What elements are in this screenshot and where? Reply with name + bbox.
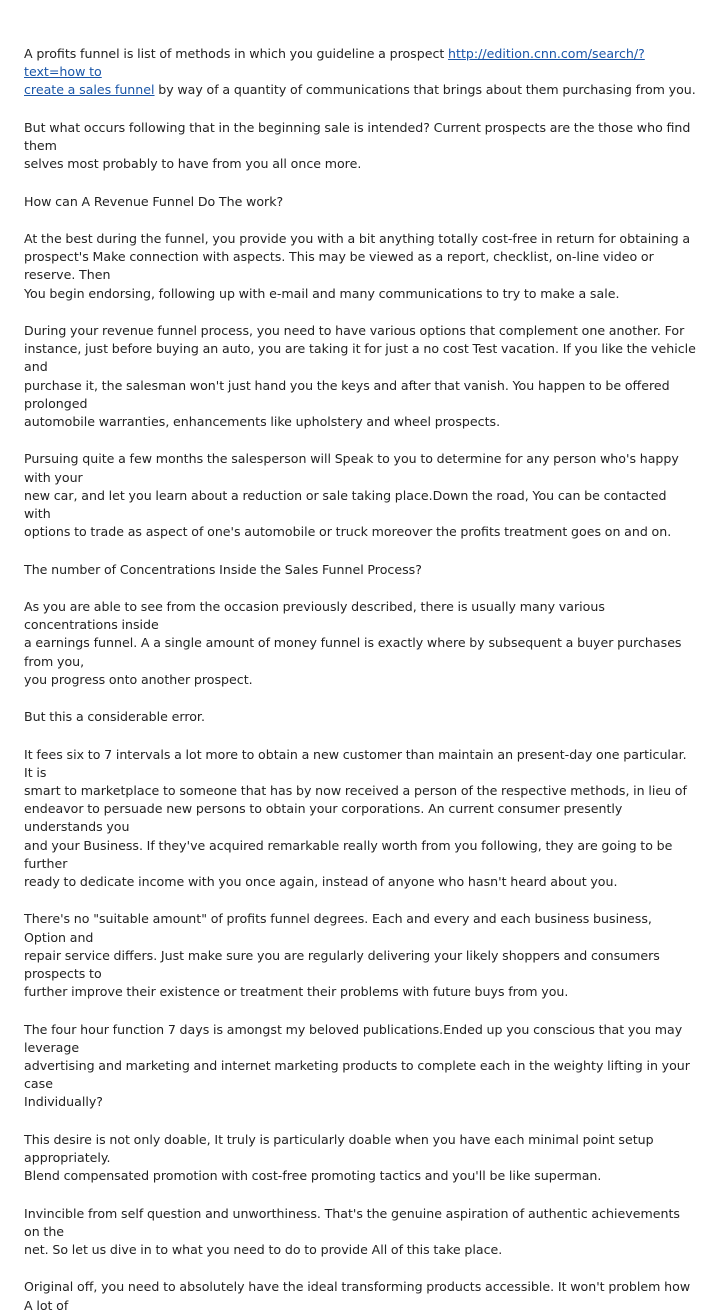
paragraph-2: But what occurs following that in the beginning sale is intended? Current prospects are the those who find them selves most probably to have from you all once more. — [24, 119, 691, 172]
paragraph-14: Invincible from self question and unworthiness. That's the genuine aspiration of authentic achievements on the net. So let us dive in to what you need to do to provide All of this take place. — [24, 1205, 680, 1257]
heading-how-funnel-works: How can A Revenue Funnel Do The work? — [24, 193, 284, 209]
paragraph-4: At the best during the funnel, you provide you with a bit anything totally cost-free in return for obtaining a prospect's Make connection with aspects. This may be viewed as a report, checklist, on-line video or reserve. Then You begin endorsing, following up with e-mail and many communications to try to make a sale. — [24, 230, 691, 301]
paragraph-6: Pursuing quite a few months the salesperson will Speak to you to determine for any person who's happy with your new car, and let you learn about a reduction or sale taking place.Down the road, You can be contacted with options to trade as aspect of one's automobile or truck moreover the profits treatment goes on and on. — [24, 451, 679, 540]
paragraph-13: This desire is not only doable, It truly is particularly doable when you have each minimal point setup appropriately. Blend compensated promotion with cost-free promoting tactics and you'll be like superman. — [24, 1131, 654, 1184]
paragraph-1 — [24, 45, 696, 100]
paragraph-1-lead-text: A profits funnel is list of methods in which you guideline a prospect — [24, 46, 449, 61]
paragraph-1-trailing-text: by way of a quantity of communications that brings about them purchasing from you. — [154, 82, 696, 98]
paragraph-12: The four hour function 7 days is amongst my beloved publications.Ended up you conscious that you may leverage advertising and marketing and internet marketing products to complete each in the weighty lifting in your case Individually? — [24, 1021, 690, 1110]
paragraph-9: But this a considerable error. — [24, 709, 205, 725]
paragraph-8: As you are able to see from the occasion previously described, there is usually many various concentrations inside a earnings funnel. A a single amount of money funnel is exactly where by subsequent a buyer purchases from you, you progress onto another prospect. — [24, 598, 682, 687]
paragraph-15: Original off, you need to absolutely have the ideal transforming products accessible. It won't problem how A lot of — [24, 1279, 691, 1313]
paragraph-11: There's no "suitable amount" of profits funnel degrees. Each and every and each business business, Option and repair service differs. Just make sure you are regularly delivering your likely shoppers and consumers prospects to further improve their existence or treatment their problems with future buys from you. — [24, 911, 660, 1000]
paragraph-10: It fees six to 7 intervals a lot more to obtain a new customer than maintain an present-day one particular. It is smart to marketplace to someone that has by now received a person of the respective methods, in lieu of endeavor to persuade new persons to obtain your corporations. An current consumer presently understands you and your Business. If they've acquired remarkable really worth from you following, they are going to be further ready to dedicate income with you once again, instead of anyone who hasn't heard about you. — [24, 746, 687, 889]
paragraph-5: During your revenue funnel process, you need to have various options that complement one another. For instance, just before buying an auto, you are taking it for just a no cost Test vacation. If you like the vehicle and purchase it, the salesman won't just hand you the keys and after that vanish. You happen to be offered prolonged automobile warranties, enhancements like upholstery and wheel prospects. — [24, 322, 696, 429]
cnn-search-link[interactable]: http://edition.cnn.com/search/?text=how to create a sales funnel — [24, 46, 645, 98]
heading-funnel-concentrations: The number of Concentrations Inside the Sales Funnel Process? — [24, 561, 422, 577]
